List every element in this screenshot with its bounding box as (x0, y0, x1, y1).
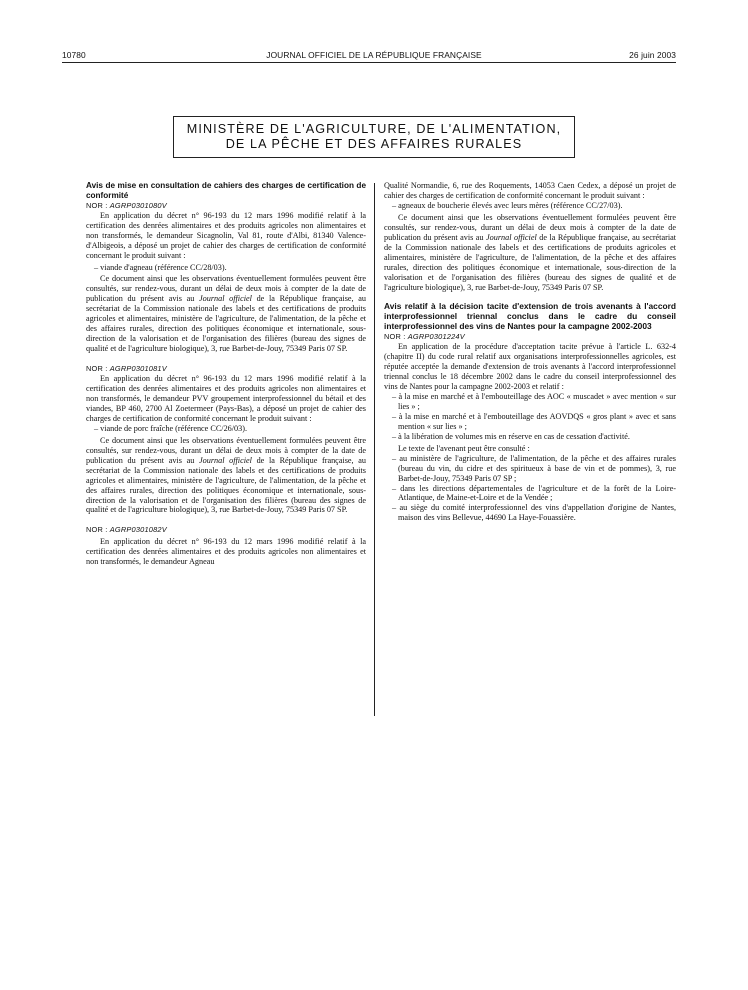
nor-reference-4: NOR : AGRP0301224V (384, 332, 465, 342)
notice-3-continuation: Qualité Normandie, 6, rue des Roquements, 14053 Caen Cedex, a déposé un projet de cahier des charges de certification de conformité concernant le produit suivant : (384, 181, 676, 200)
ministry-line-1: MINISTÈRE DE L'AGRICULTURE, DE L'ALIMENTATION, (186, 122, 562, 136)
consultation-intro: Le texte de l'avenant peut être consulté : (398, 443, 530, 453)
notice-title-extension: Avis relatif à la décision tacite d'extension de trois avenants à l'accord interprofessionnel triennal conclus dans le cadre du conseil interprofessionnel des vins de Nantes pour la campagne 2002-2003 (384, 301, 676, 332)
left-column (86, 181, 366, 567)
consultation-location-1: – au ministère de l'agriculture, de l'alimentation, de la pêche et des affaires rurales (bureau du vin, du cidre et des spiritueux à base de vin et de pommes), 3, rue Barbet-de-Jouy, 75349 Paris 07 SP ; (392, 453, 676, 483)
nor-reference-1: NOR : AGRP0301080V (86, 200, 167, 210)
extension-item-2: – à la mise en marché et à l'embouteillage des AOVDQS « gros plant » avec et sans mention « sur lies » ; (392, 411, 676, 431)
consultation-location-2: – dans les directions départementales de l'agriculture et de la forêt de la Loire-Atlantique, de Maine-et-Loire et de la Vendée ; (392, 483, 676, 503)
extension-paragraph: En application de la procédure d'acceptation tacite prévue à l'article L. 632-4 (chapitre II) du code rural relatif aux organisations interprofessionnelles agricoles, est réputée acceptée la demande d'extension de trois avenants à l'accord interprofessionnel triennal conclus le 18 décembre 2002 dans le cadre du conseil interprofessionnel des vins de Nantes pour la campagne 2002-2003 et relatif : (384, 342, 676, 391)
notice-3-consultation: Ce document ainsi que les observations éventuellement formulées peuvent être consultés, sur rendez-vous, durant un délai de deux mois à compter de la date de publication du présent avis au Journal officiel de la République française, au secrétariat de la Commission nationale des labels et des certifications de produits agricoles et alimentaires, ministère de l'agriculture, de l'alimentation, de la pêche et des affaires rurales, direction des politiques économique et internationale, sous-direction de la valorisation et de l'organisation des filières (bureau des signes de qualité et de l'agriculture biologique), 3, rue Barbet-de-Jouy, 75349 Paris 07 SP. (384, 212, 677, 292)
notice-2-paragraph: En application du décret n° 96-193 du 12 mars 1996 modifié relatif à la certification des denrées alimentaires et des produits agricoles non alimentaires et non transformés, le demandeur PVV groupement interprofessionnel du bétail et des viandes, BP 460, 2700 Al Zoetermeer (Pays-Bas), a déposé un projet de cahier des charges de certification de conformité concernant le produit suivant : (86, 374, 366, 423)
notice-title-certification: Avis de mise en consultation de cahiers des charges de certification de conformité (86, 181, 366, 200)
issue-date: 26 juin 2003 (629, 50, 676, 60)
consultation-location-3: – au siège du comité interprofessionnel des vins d'appellation d'origine de Nantes, maison des vins Bellevue, 44690 La Haye-Fouassière. (392, 503, 676, 523)
notice-3-paragraph: En application du décret n° 96-193 du 12 mars 1996 modifié relatif à la certification des denrées alimentaires et des produits agricoles non alimentaires et non transformés, le demandeur Agneau (86, 537, 366, 567)
header-rule (62, 62, 676, 63)
notice-2-consultation: Ce document ainsi que les observations éventuellement formulées peuvent être consultés, sur rendez-vous, durant un délai de deux mois à compter de la date de publication du présent avis au Journal officiel de la République française, au secrétariat de la Commission nationale des labels et des certifications de produits agricoles et alimentaires, ministère de l'agriculture, de l'alimentation, de la pêche et des affaires rurales, direction des politiques économique et internationale, sous-direction de la valorisation et de l'organisation des filières (bureau des signes de qualité et de l'agriculture biologique), 3, rue Barbet-de-Jouy, 75349 Paris 07 SP. (86, 435, 367, 515)
notice-1-paragraph: En application du décret n° 96-193 du 12 mars 1996 modifié relatif à la certification des denrées alimentaires et des produits agricoles non alimentaires et non transformés, le demandeur Sicagnolin, Val 81, route d'Albi, 81340 Valence-d'Albigeois, a déposé un projet de cahier des charges de certification de conformité concernant le produit suivant : (86, 210, 366, 260)
ministry-line-2: DE LA PÊCHE ET DES AFFAIRES RURALES (225, 137, 523, 151)
notice-2-product: – viande de porc fraîche (référence CC/26/03). (94, 423, 247, 433)
nor-reference-2: NOR : AGRP0301081V (86, 364, 167, 374)
notice-1-consultation: Ce document ainsi que les observations éventuellement formulées peuvent être consultés, sur rendez-vous, durant un délai de deux mois à compter de la date de publication du présent avis au Journal officiel de la République française, au secrétariat de la Commission nationale des labels et des certifications de produits agricoles et alimentaires, ministère de l'agriculture, de l'alimentation, de la pêche et des affaires rurales, direction des politiques économique et internationale, sous-direction de la valorisation et de l'organisation des filières (bureau des signes de qualité et de l'agriculture biologique), 3, rue Barbet-de-Jouy, 75349 Paris 07 SP. (86, 274, 367, 354)
column-divider (374, 183, 375, 716)
page-number: 10780 (62, 50, 86, 60)
ministry-box (173, 116, 575, 158)
extension-item-1: – à la mise en marché et à l'embouteillage des AOC « muscadet » avec mention « sur lies » ; (392, 391, 676, 411)
journal-title: JOURNAL OFFICIEL DE LA RÉPUBLIQUE FRANÇAISE (266, 50, 482, 60)
notice-1-product: – viande d'agneau (référence CC/28/03). (94, 262, 227, 272)
extension-item-3: – à la libération de volumes mis en réserve en cas de cessation d'activité. (392, 431, 630, 441)
notice-3-product: – agneaux de boucherie élevés avec leurs mères (référence CC/27/03). (392, 200, 623, 210)
nor-reference-3: NOR : AGRP0301082V (86, 525, 167, 535)
right-column (384, 181, 676, 523)
